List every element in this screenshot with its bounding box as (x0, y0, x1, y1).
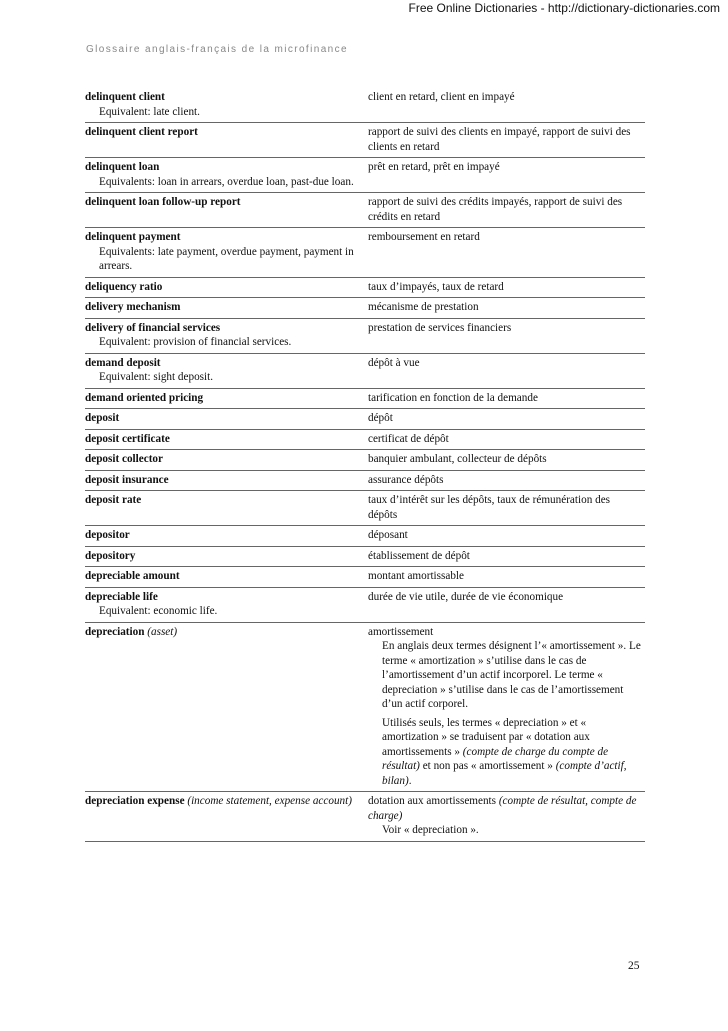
translation-cell (368, 450, 645, 471)
translation-cell (368, 353, 645, 388)
translation-cell (368, 546, 645, 567)
term-word: deposit rate (85, 494, 142, 506)
glossary-table (85, 88, 645, 842)
glossary-row (85, 353, 645, 388)
note-italic: (compte d’actif, bilan) (382, 760, 627, 787)
translation-cell (368, 88, 645, 123)
translation-cell (368, 587, 645, 622)
glossary-body (85, 88, 645, 841)
translation-cell (368, 193, 645, 228)
translation-text: banquier ambulant, collecteur de dépôts (368, 453, 547, 465)
term-cell (85, 88, 368, 123)
translation-cell (368, 318, 645, 353)
term-cell (85, 546, 368, 567)
glossary-row (85, 193, 645, 228)
term-cell (85, 353, 368, 388)
translation-text: prestation de services financiers (368, 321, 512, 334)
term-word: deposit certificate (85, 432, 170, 445)
translation-cell (368, 388, 645, 409)
translation-cell (368, 158, 645, 193)
term-cell (85, 123, 368, 158)
term-word: deposit (85, 412, 120, 424)
glossary-row-depreciation (85, 622, 645, 792)
term-word: depositor (85, 529, 130, 541)
term-cell (85, 193, 368, 228)
term-cell (85, 277, 368, 298)
term-cell (85, 388, 368, 409)
glossary-row (85, 491, 645, 526)
usage-note-2 (368, 716, 641, 789)
note-text: . (408, 774, 412, 787)
glossary-row (85, 228, 645, 278)
term-cell (85, 526, 368, 547)
translation-cell (368, 622, 645, 792)
translation-text: remboursement en retard (368, 231, 480, 243)
translation-cell (368, 491, 645, 526)
term-word: depreciable life (85, 590, 158, 603)
translation-cell (368, 409, 645, 430)
translation-text: rapport de suivi des clients en impayé, rapport de suivi des clients en retard (368, 126, 631, 153)
term-cell (85, 792, 368, 842)
glossary-row (85, 88, 645, 123)
term-word: delivery of financial services (85, 321, 221, 334)
term-cell (85, 158, 368, 193)
term-word: delinquent loan (85, 161, 160, 173)
note-text: Utilisés seuls, les termes « depreciation » et « amortization » se traduisent par « dotation aux amortissements » (382, 716, 590, 758)
translation-text: durée de vie utile, durée de vie économique (368, 590, 564, 603)
translation-cell (368, 277, 645, 298)
glossary-row (85, 318, 645, 353)
term-word: delinquent client report (85, 126, 198, 138)
equivalent-note: Equivalent: provision of financial services. (99, 336, 292, 348)
translation-text: amortissement (368, 625, 434, 638)
translation-cell (368, 567, 645, 588)
term-cell (85, 587, 368, 622)
glossary-row (85, 546, 645, 567)
term-cell (85, 409, 368, 430)
translation-text: dépôt à vue (368, 356, 420, 369)
translation-text: certificat de dépôt (368, 432, 449, 445)
glossary-row (85, 470, 645, 491)
glossary-row-depreciation-expense (85, 792, 645, 842)
term-qualifier: (income statement, expense account) (187, 795, 352, 807)
equivalent-note: Equivalents: late payment, overdue payment, payment in arrears. (99, 245, 354, 272)
term-cell (85, 450, 368, 471)
equivalent-note: Equivalent: economic life. (99, 605, 218, 617)
translation-text: rapport de suivi des crédits impayés, rapport de suivi des crédits en retard (368, 196, 623, 223)
equivalent-note: Equivalent: late client. (99, 105, 200, 118)
glossary-row (85, 567, 645, 588)
term-cell (85, 470, 368, 491)
glossary-row (85, 526, 645, 547)
term-cell (85, 429, 368, 450)
translation-text: tarification en fonction de la demande (368, 391, 538, 404)
site-banner: Free Online Dictionaries - http://dictionary-dictionaries.com (408, 1, 720, 15)
translation-text: assurance dépôts (368, 473, 444, 486)
glossary-row (85, 388, 645, 409)
term-cell (85, 622, 368, 792)
translation-cell (368, 526, 645, 547)
term-word: demand deposit (85, 356, 161, 369)
usage-note: Voir « depreciation ». (382, 824, 479, 836)
term-word: delinquent payment (85, 231, 181, 243)
translation-cell (368, 228, 645, 278)
translation-text: client en retard, client en impayé (368, 91, 515, 103)
translation-text: taux d’impayés, taux de retard (368, 280, 504, 293)
page-number: 25 (628, 960, 640, 972)
term-qualifier: (asset) (147, 625, 178, 638)
equivalent-note: Equivalents: loan in arrears, overdue loan, past-due loan. (99, 175, 354, 188)
glossary-row (85, 123, 645, 158)
term-cell (85, 298, 368, 319)
note-text: et non pas « amortissement » (419, 760, 556, 772)
term-cell (85, 318, 368, 353)
term-word: delinquent loan follow-up report (85, 196, 241, 208)
translation-text: mécanisme de prestation (368, 301, 479, 313)
translation-text: déposant (368, 529, 408, 541)
translation-text: dotation aux amortissements (368, 795, 497, 807)
glossary-row (85, 298, 645, 319)
translation-cell (368, 429, 645, 450)
glossary-row (85, 277, 645, 298)
glossary-row (85, 409, 645, 430)
translation-cell (368, 470, 645, 491)
translation-cell (368, 792, 645, 842)
equivalent-note: Equivalent: sight deposit. (99, 371, 214, 383)
term-word: deposit collector (85, 453, 163, 465)
translation-cell (368, 298, 645, 319)
glossary-row (85, 450, 645, 471)
translation-text: taux d’intérêt sur les dépôts, taux de rémunération des dépôts (368, 494, 611, 521)
term-word: demand oriented pricing (85, 391, 204, 404)
term-cell (85, 491, 368, 526)
term-word: depreciation expense (85, 795, 185, 807)
translation-cell (368, 123, 645, 158)
term-word: delivery mechanism (85, 301, 181, 313)
term-word: depreciable amount (85, 570, 180, 582)
translation-text: prêt en retard, prêt en impayé (368, 161, 500, 173)
translation-text: dépôt (368, 412, 393, 424)
term-word: deposit insurance (85, 473, 169, 486)
term-cell (85, 567, 368, 588)
translation-text: montant amortissable (368, 570, 465, 582)
term-word: deliquency ratio (85, 280, 163, 293)
term-word: depreciation (85, 625, 145, 638)
document-title: Glossaire anglais-français de la microfinance (86, 44, 348, 55)
note-italic: (compte de charge du compte de résultat) (382, 745, 609, 772)
glossary-row (85, 158, 645, 193)
usage-note: En anglais deux termes désignent l’« amortissement ». Le terme « amortization » s’utilise dans le cas de l’amortissement d’un actif incorporel. Le terme « depreciation » s’utilise dans le cas de l’amortissement d’un actif corporel. (382, 640, 641, 710)
translation-qualifier: (compte de résultat, compte de charge) (368, 795, 637, 822)
glossary-row (85, 429, 645, 450)
glossary-row (85, 587, 645, 622)
term-cell (85, 228, 368, 278)
term-word: delinquent client (85, 91, 165, 103)
translation-text: établissement de dépôt (368, 549, 470, 562)
term-word: depository (85, 549, 136, 562)
